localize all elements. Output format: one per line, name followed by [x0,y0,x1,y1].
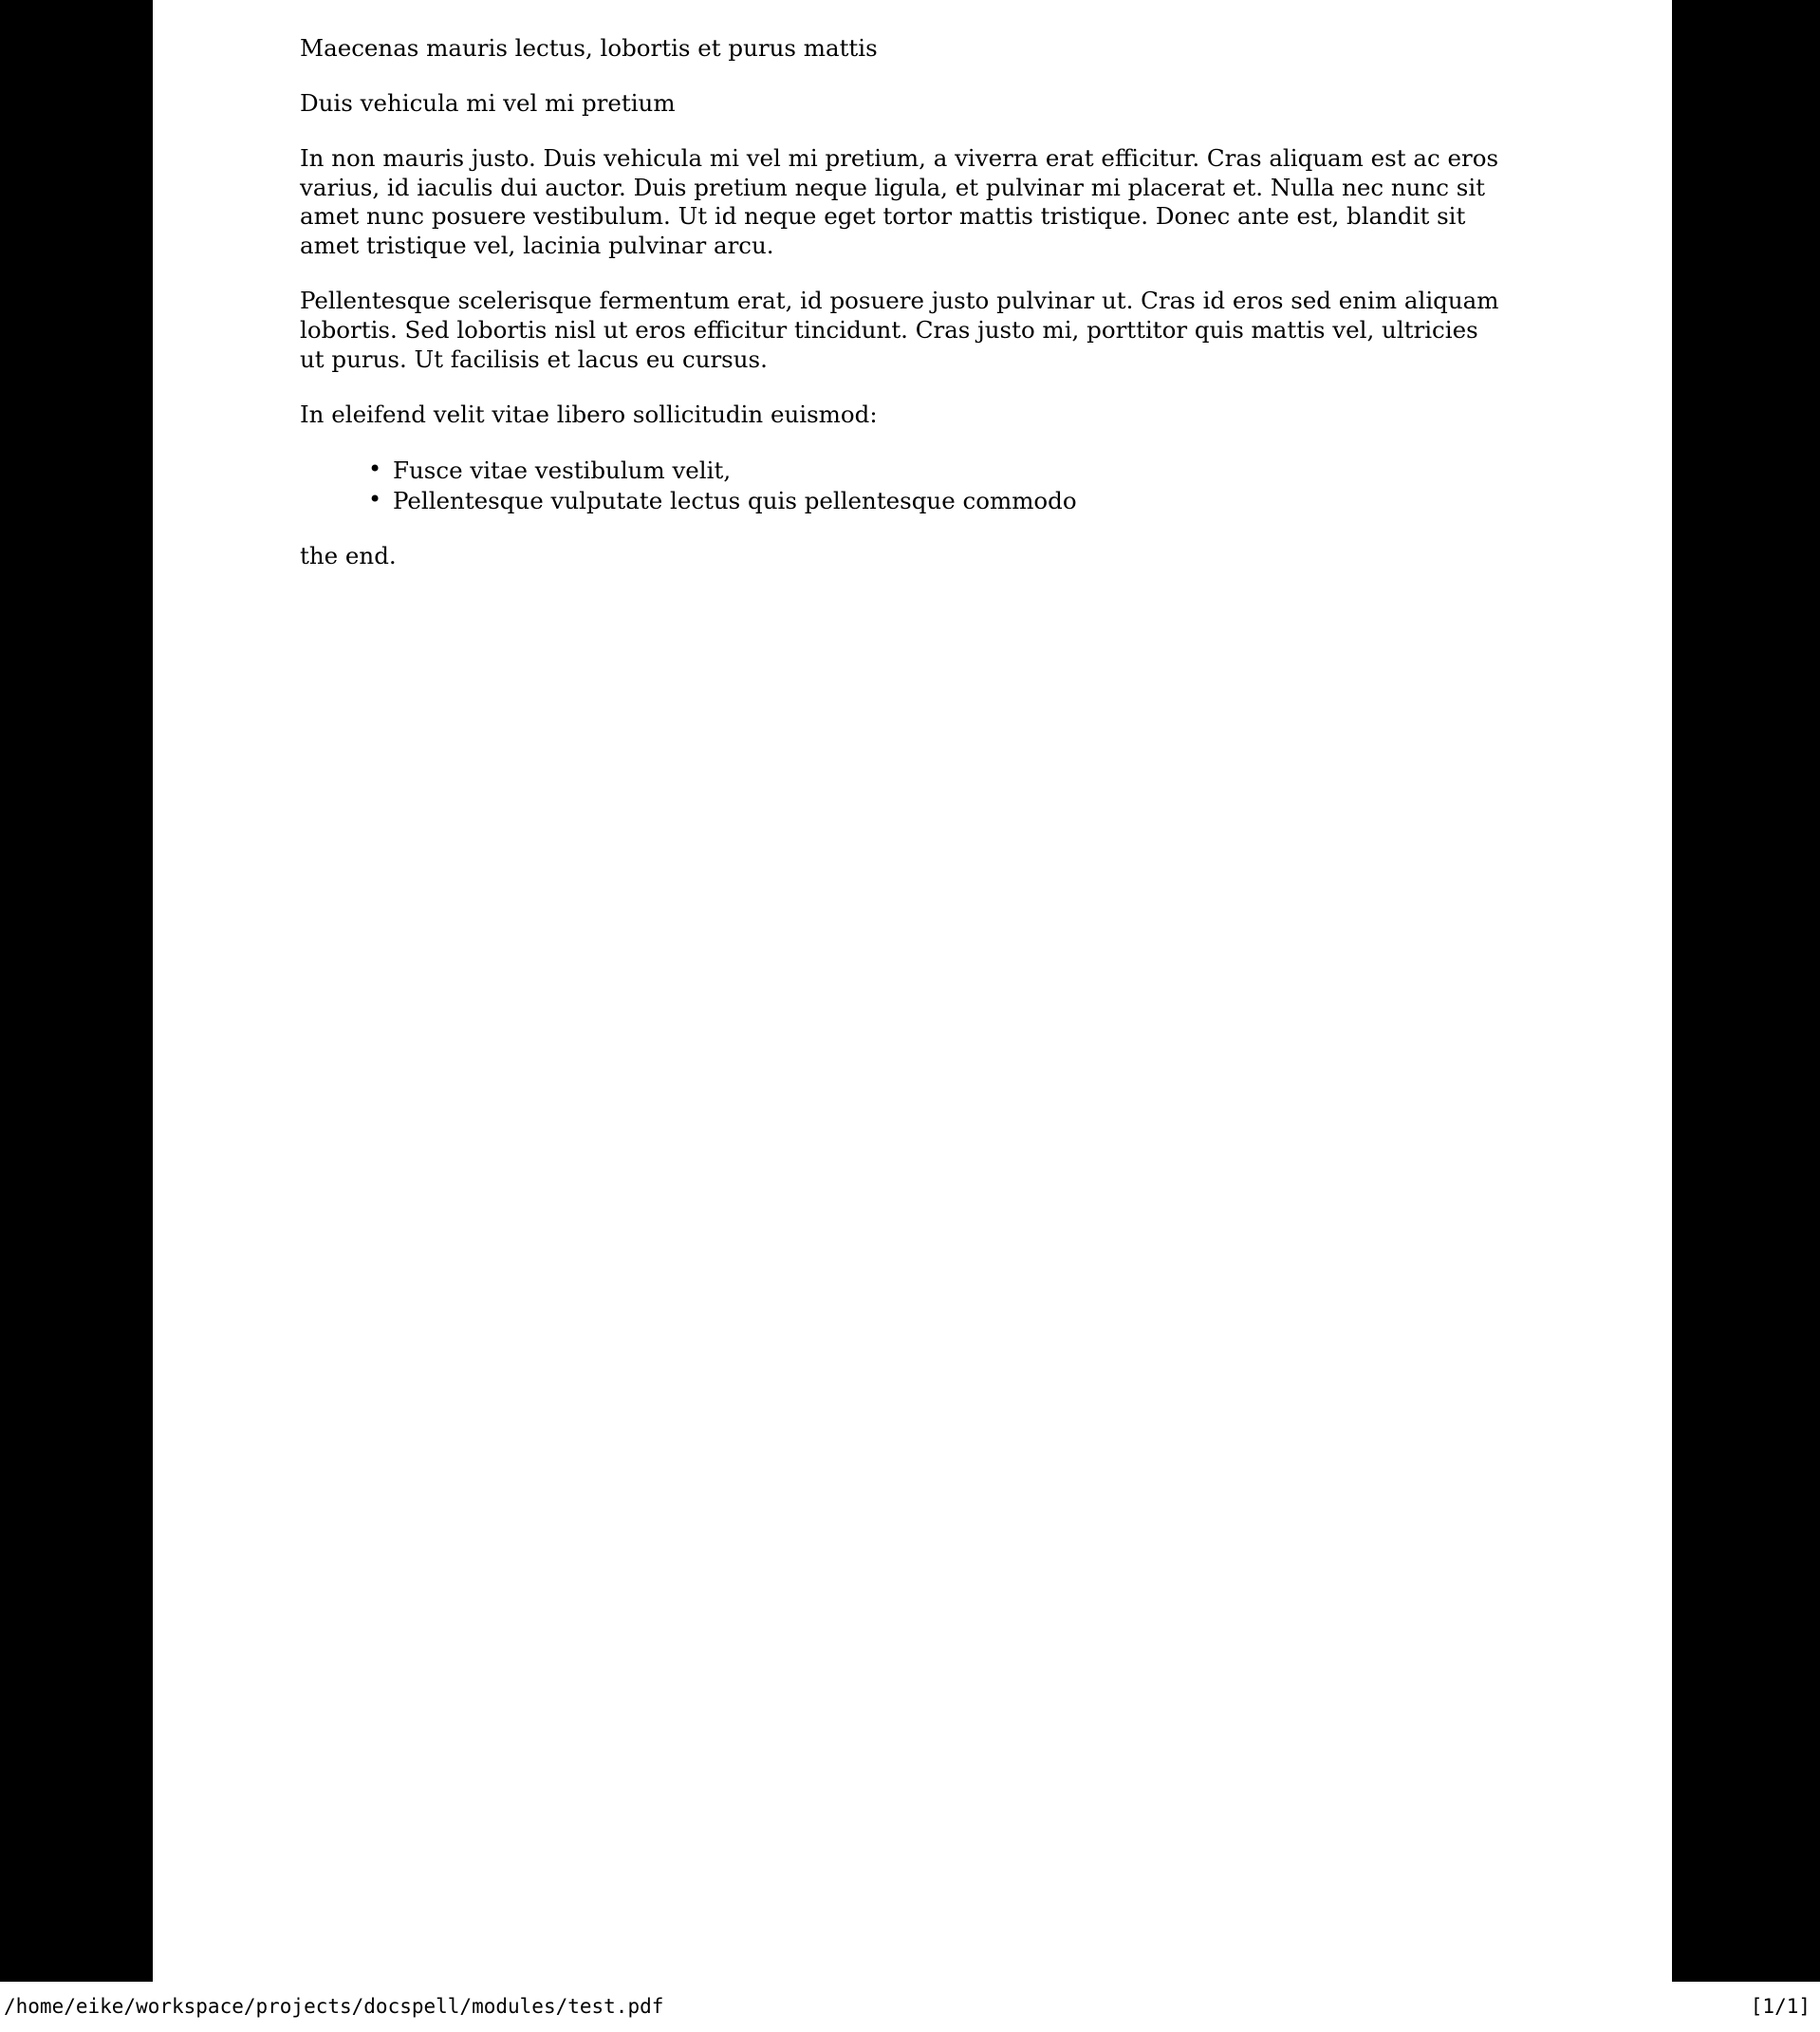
paragraph-list-intro: In eleifend velit vitae libero sollicitudin euismod: [300,400,878,428]
bullet-list [300,456,1524,517]
status-file-path: /home/eike/workspace/projects/docspell/modules/test.pdf [4,1995,664,2018]
paragraph-heading-1: Maecenas mauris lectus, lobortis et purus mattis [300,34,878,62]
paragraph-body-2: Pellentesque scelerisque fermentum erat, id posuere justo pulvinar ut. Cras id eros sed enim aliquam lobortis. Sed lobortis nisl ut eros efficitur tincidunt. Cras justo mi, porttitor quis mattis vel, ultricies ut purus. Ut facilisis et lacus eu cursus. [300,287,1499,373]
status-page-indicator: [1/1] [1750,1995,1811,2018]
paragraph-body-1: In non mauris justo. Duis vehicula mi vel mi pretium, a viverra erat efficitur. Cras aliquam est ac eros varius, id iaculis dui auctor. Duis pretium neque ligula, et pulvinar mi placerat et. Nulla nec nunc sit amet nunc posuere vestibulum. Ut id neque eget tortor mattis tristique. Donec ante est, blandit sit amet tristique vel, lacinia pulvinar arcu. [300,143,1499,260]
pdf-page [153,0,1672,1982]
paragraph-closing: the end. [300,542,397,570]
paragraph-heading-2: Duis vehicula mi vel mi pretium [300,88,676,117]
status-bar [0,1982,1820,2032]
list-item: • Fusce vitae vestibulum velit, [368,456,1524,486]
page-content [153,0,1524,571]
list-item: • Pellentesque vulputate lectus quis pellentesque commodo [368,486,1524,516]
